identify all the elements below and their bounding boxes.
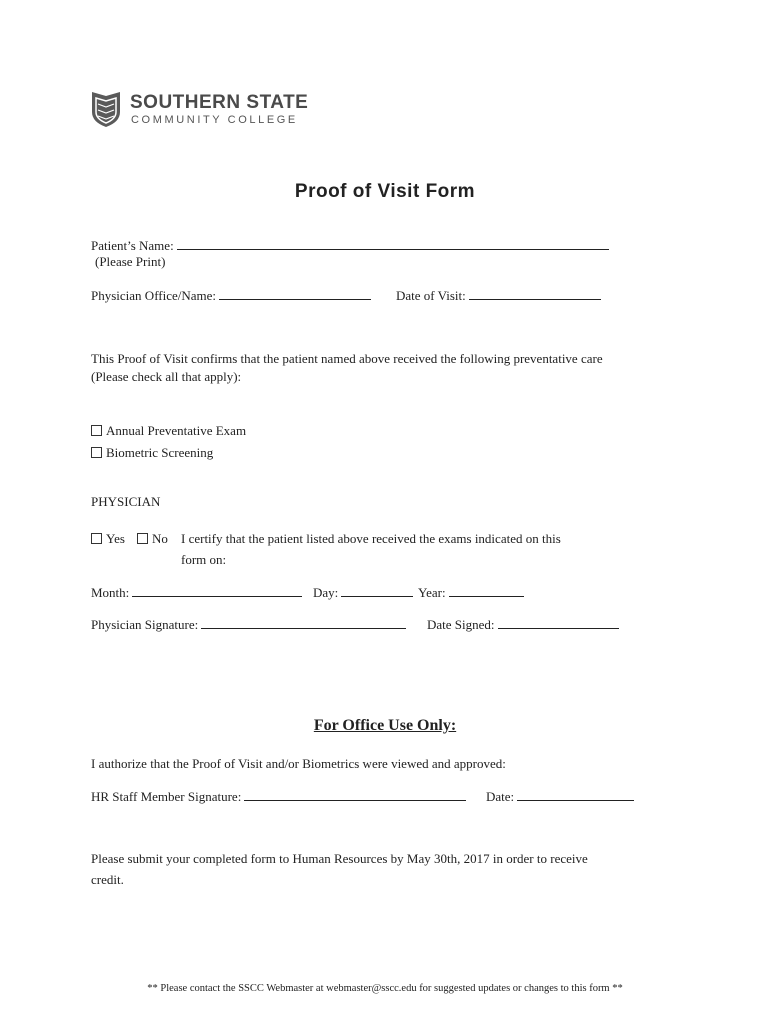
physician-signature-label: Physician Signature: <box>91 617 199 632</box>
physician-office-field[interactable] <box>219 287 371 300</box>
yes-checkbox[interactable] <box>91 533 102 544</box>
month-field[interactable] <box>132 584 302 597</box>
date-of-visit-label: Date of Visit: <box>396 288 466 303</box>
physician-heading: PHYSICIAN <box>91 494 161 509</box>
hr-date-label: Date: <box>486 789 515 804</box>
confirm-text-line1: This Proof of Visit confirms that the patient named above received the following preventative care <box>91 351 603 366</box>
logo-name: SOUTHERN STATE <box>130 92 309 113</box>
hr-signature-row <box>91 788 466 805</box>
form-title: Proof of Visit Form <box>294 181 476 202</box>
physician-signature-row <box>91 616 406 633</box>
year-field[interactable] <box>449 584 524 597</box>
hr-signature-label: HR Staff Member Signature: <box>91 789 242 804</box>
submit-text-line2: credit. <box>91 872 124 887</box>
physician-office-row <box>91 287 371 304</box>
please-print-note: (Please Print) <box>95 254 166 269</box>
month-row <box>91 584 302 601</box>
date-signed-field[interactable] <box>498 616 619 629</box>
biometric-screening-label: Biometric Screening <box>106 445 214 460</box>
month-label: Month: <box>91 585 130 600</box>
physician-signature-field[interactable] <box>201 616 406 629</box>
date-of-visit-field[interactable] <box>469 287 601 300</box>
year-label: Year: <box>418 585 446 600</box>
year-row <box>418 584 524 601</box>
hr-date-row <box>486 788 634 805</box>
authorize-text: I authorize that the Proof of Visit and/or Biometrics were viewed and approved: <box>91 756 506 771</box>
certify-line1: I certify that the patient listed above received the exams indicated on this <box>181 531 561 546</box>
hr-date-field[interactable] <box>517 788 634 801</box>
office-use-title: For Office Use Only: <box>313 717 457 734</box>
footer-note: ** Please contact the SSCC Webmaster at webmaster@sscc.edu for suggested updates or changes to this form ** <box>147 983 623 994</box>
biometric-screening-checkbox[interactable] <box>91 447 102 458</box>
confirm-text-line2: (Please check all that apply): <box>91 369 242 384</box>
date-of-visit-row <box>396 287 601 304</box>
day-field[interactable] <box>341 584 413 597</box>
patient-name-row <box>91 237 609 254</box>
no-option <box>137 531 168 547</box>
date-signed-label: Date Signed: <box>427 617 495 632</box>
date-signed-row <box>427 616 619 633</box>
certify-line2: form on: <box>181 552 227 567</box>
annual-exam-checkbox[interactable] <box>91 425 102 436</box>
physician-office-label: Physician Office/Name: <box>91 288 217 303</box>
yes-option <box>91 531 125 547</box>
day-label: Day: <box>313 585 339 600</box>
day-row <box>313 584 413 601</box>
logo-subtitle: COMMUNITY COLLEGE <box>131 114 298 126</box>
option-biometric-screening <box>91 445 213 461</box>
hr-signature-field[interactable] <box>244 788 466 801</box>
patient-name-field[interactable] <box>177 237 609 250</box>
option-annual-exam <box>91 423 246 439</box>
college-logo <box>90 90 310 130</box>
annual-exam-label: Annual Preventative Exam <box>106 423 247 438</box>
submit-text-line1: Please submit your completed form to Human Resources by May 30th, 2017 in order to receive <box>91 851 588 866</box>
yes-label: Yes <box>106 531 125 546</box>
shield-icon <box>90 90 122 128</box>
no-checkbox[interactable] <box>137 533 148 544</box>
no-label: No <box>152 531 168 546</box>
patient-name-label: Patient’s Name: <box>91 238 174 253</box>
